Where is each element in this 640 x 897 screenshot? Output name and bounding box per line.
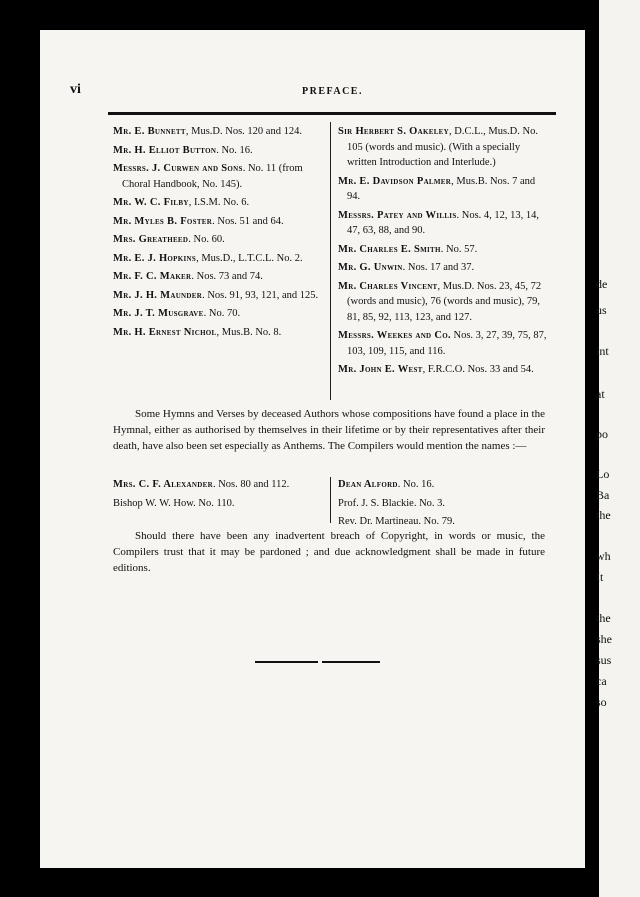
contributor-entry xyxy=(113,306,325,322)
paragraph-text: Some Hymns and Verses by deceased Authors whose compositions have found a place in the Hymnal, either as authorised by themselves in their lifetime or by their representatives after their death, have also been set especially as Anthems. The Compilers would mention the names :— xyxy=(113,408,545,452)
contributor-name: Mr. Charles Vincent xyxy=(338,280,438,292)
column-divider xyxy=(330,477,331,523)
author-name: Mrs. C. F. Alexander xyxy=(113,479,213,490)
contributor-entry xyxy=(338,362,548,378)
contributors-left-column xyxy=(113,124,325,343)
contributor-numbers: , Mus.B. Nos. 7 and 94. xyxy=(347,175,536,202)
fragment-text: us xyxy=(596,303,607,317)
contributor-numbers: Nos. 3, 27, 39, 75, 87, 103, 109, 115, and 116. xyxy=(347,330,547,357)
contributor-name: Mrs. Greatheed xyxy=(113,234,189,245)
contributor-numbers: . Nos. 4, 12, 13, 14, 47, 63, 88, and 90. xyxy=(347,209,540,236)
contributor-name: Mr. E. Bunnett xyxy=(113,126,186,137)
author-numbers: . Nos. 80 and 112. xyxy=(212,479,290,490)
fragment-text: int xyxy=(596,344,609,358)
contributor-numbers: . Nos. 91, 93, 121, and 125. xyxy=(202,289,319,301)
fragment-text: Lo xyxy=(596,467,610,481)
fragment-text: Ba xyxy=(596,488,610,502)
copyright-paragraph xyxy=(113,528,545,576)
contributor-name: Mr. H. Elliot Button xyxy=(113,144,217,156)
contributor-numbers: . No. 70. xyxy=(203,308,241,319)
contributor-numbers: . No. 60. xyxy=(188,234,225,245)
contributor-name: Sir Herbert S. Oakeley xyxy=(338,126,449,137)
fragment-text: sus xyxy=(596,653,612,667)
contributor-name: Mr. G. Unwin xyxy=(338,262,403,273)
deceased-left-column xyxy=(113,477,323,514)
contributor-numbers: . No. 57. xyxy=(440,243,478,255)
contributor-entry xyxy=(338,279,548,326)
fragment-text: ca xyxy=(596,674,607,688)
contributor-entry xyxy=(113,195,325,211)
contributor-entry xyxy=(113,143,325,159)
contributor-entry xyxy=(338,328,548,359)
contributor-name: Messrs. Patey and Willis xyxy=(338,209,457,221)
author-name: Prof. J. S. Blackie xyxy=(338,497,414,509)
contributor-numbers: , Mus.D. Nos. 120 and 124. xyxy=(185,126,302,137)
end-ornament-rule xyxy=(255,661,380,663)
fragment-text: po xyxy=(596,427,608,441)
contributor-entry xyxy=(338,124,548,171)
contributor-entry xyxy=(113,325,325,341)
contributor-name: Mr. Myles B. Foster xyxy=(113,215,213,227)
fragment-text: so xyxy=(596,695,607,709)
contributor-entry xyxy=(113,288,325,304)
contributor-entry xyxy=(113,214,325,230)
fragment-text: the xyxy=(596,508,611,522)
contributor-numbers: , F.R.C.O. Nos. 33 and 54. xyxy=(422,364,534,375)
page-title: PREFACE. xyxy=(302,86,363,97)
contributors-right-column xyxy=(338,124,548,381)
author-numbers: . No. 79. xyxy=(418,516,455,527)
contributor-numbers: . Nos. 51 and 64. xyxy=(212,215,284,227)
contributor-numbers: , Mus.B. No. 8. xyxy=(216,326,282,338)
author-name: Rev. Dr. Martineau xyxy=(338,516,419,527)
contributor-entry xyxy=(338,260,548,276)
contributor-name: Mr. E. Davidson Palmer xyxy=(338,175,452,187)
contributor-entry xyxy=(338,208,548,239)
header-rule xyxy=(108,112,556,115)
author-entry xyxy=(113,496,323,512)
contributor-name: Mr. H. Ernest Nichol xyxy=(113,326,217,338)
fragment-text: It xyxy=(596,570,604,584)
paragraph-text: Should there have been any inadvertent breach of Copyright, in words or music, the Compilers trust that it may be pardoned ; and due acknowledgment shall be made in future editions. xyxy=(113,530,545,574)
contributor-numbers: , I.S.M. No. 6. xyxy=(188,197,250,208)
contributor-name: Mr. John E. West xyxy=(338,364,423,375)
contributor-entry xyxy=(113,161,325,192)
fragment-text: de xyxy=(596,277,608,291)
author-entry xyxy=(338,477,548,493)
contributor-numbers: . No. 11 (from Choral Handbook, No. 145). xyxy=(122,163,303,190)
author-name: Dean Alford xyxy=(338,479,398,490)
contributor-name: Mr. Charles E. Smith xyxy=(338,243,441,255)
contributor-name: Mr. E. J. Hopkins xyxy=(113,252,197,264)
adjacent-page-edge xyxy=(593,0,640,897)
author-entry xyxy=(338,496,548,512)
deceased-authors-paragraph xyxy=(113,406,545,454)
contributor-name: Mr. W. C. Filby xyxy=(113,197,189,208)
fragment-text: she xyxy=(596,632,612,646)
contributor-numbers: . Nos. 73 and 74. xyxy=(191,271,263,282)
fragment-text: at xyxy=(596,387,605,401)
page-gutter-shadow xyxy=(593,0,599,897)
contributor-numbers: , Mus.D. Nos. 23, 45, 72 (words and music), 76 (words and music), 79, 81, 85, 92, 113, 123, and 127. xyxy=(347,280,542,323)
author-numbers: . No. 110. xyxy=(193,497,235,509)
author-name: Bishop W. W. How xyxy=(113,497,194,509)
deceased-right-column xyxy=(338,477,548,533)
page-header xyxy=(70,82,560,102)
contributor-name: Mr. J. T. Musgrave xyxy=(113,308,204,319)
contributor-entry xyxy=(113,269,325,285)
contributor-numbers: . No. 16. xyxy=(216,144,253,156)
author-numbers: . No. 3. xyxy=(413,497,446,509)
fragment-text: wh xyxy=(596,549,611,563)
contributor-entry xyxy=(113,232,325,248)
author-entry xyxy=(113,477,323,493)
contributor-name: Messrs. J. Curwen and Sons xyxy=(113,163,243,174)
contributor-numbers: . Nos. 17 and 37. xyxy=(402,262,475,273)
contributor-entry xyxy=(113,124,325,140)
contributor-numbers: , D.C.L., Mus.D. No. 105 (words and music). (With a specially written Introduction and Interlude.) xyxy=(347,126,538,168)
page-number: vi xyxy=(70,82,81,97)
author-numbers: . No. 16. xyxy=(397,479,435,490)
contributor-name: Mr. J. H. Maunder xyxy=(113,289,203,301)
contributor-name: Messrs. Weekes and Co. xyxy=(338,330,451,341)
contributor-entry xyxy=(338,174,548,205)
fragment-text: the xyxy=(596,611,611,625)
column-divider xyxy=(330,122,331,400)
contributor-entry xyxy=(113,251,325,267)
contributor-numbers: , Mus.D., L.T.C.L. No. 2. xyxy=(196,252,303,264)
contributor-name: Mr. F. C. Maker xyxy=(113,271,192,282)
contributor-entry xyxy=(338,242,548,258)
